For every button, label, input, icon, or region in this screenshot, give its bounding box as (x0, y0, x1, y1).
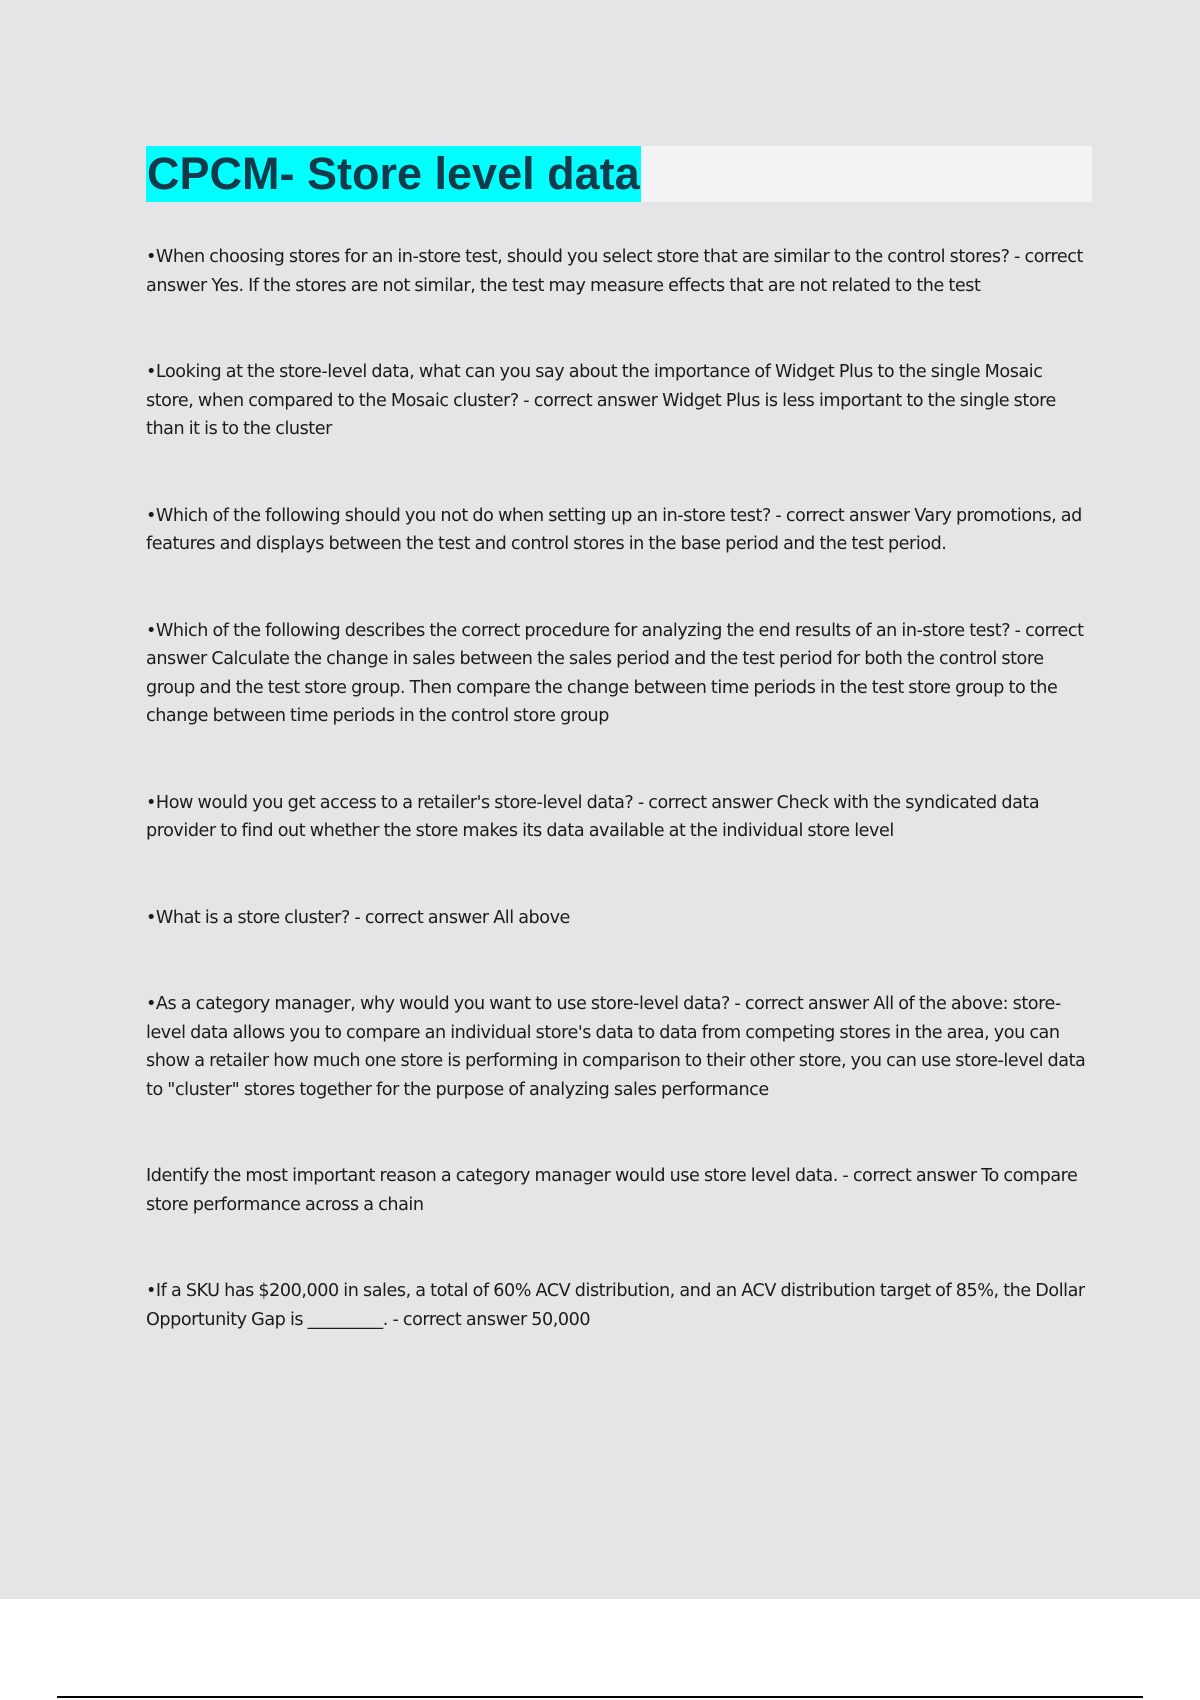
qa-item: •When choosing stores for an in-store test, should you select store that are similar to the control stores? - correct answer Yes. If the stores are not similar, the test may measure effects that are not related to the test (146, 247, 1083, 296)
qa-item: •As a category manager, why would you want to use store-level data? - correct answer All of the above: store-level data allows you to compare an individual store's data to data from competing stores in the area, you can show a retailer how much one store is performing in comparison to their other store, you can use store-level data to "cluster" stores together for the purpose of analyzing sales performance (146, 994, 1086, 1100)
qa-item: •Looking at the store-level data, what can you say about the importance of Widget Plus to the single Mosaic store, when compared to the Mosaic cluster? - correct answer Widget Plus is less important to the single store than it is to the cluster (146, 362, 1056, 439)
qa-item: •Which of the following describes the correct procedure for analyzing the end results of an in-store test? - correct answer Calculate the change in sales between the sales period and the test period for both the control store group and the test store group. Then compare the change between time periods in the test store group to the change between time periods in the control store group (146, 620, 1084, 726)
page-title: CPCM- Store level data (146, 146, 641, 202)
qa-item: Identify the most important reason a category manager would use store level data. - correct answer To compare store performance across a chain (146, 1166, 1078, 1215)
footer-divider (57, 1696, 1143, 1698)
qa-list (146, 243, 1092, 1334)
title-bar (146, 146, 1092, 202)
qa-item: •Which of the following should you not do when setting up an in-store test? - correct answer Vary promotions, ad features and displays between the test and control stores in the base period and the test period. (146, 505, 1082, 554)
qa-item: •What is a store cluster? - correct answer All above (146, 907, 570, 928)
qa-item: •If a SKU has $200,000 in sales, a total of 60% ACV distribution, and an ACV distribution target of 85%, the Dollar Opportunity Gap is _________. - correct answer 50,000 (146, 1281, 1085, 1330)
qa-item: •How would you get access to a retailer's store-level data? - correct answer Check with the syndicated data provider to find out whether the store makes its data available at the individual store level (146, 792, 1040, 841)
